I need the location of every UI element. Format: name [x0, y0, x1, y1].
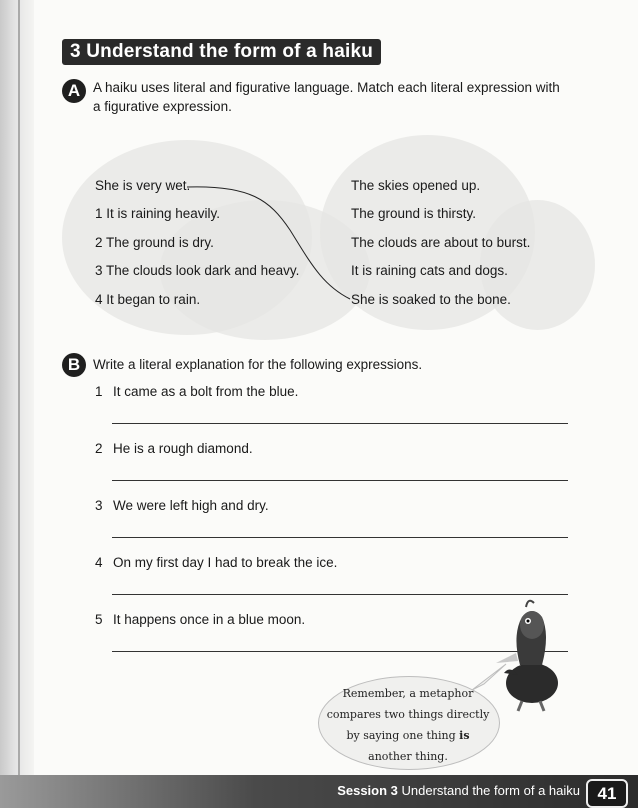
question-number: 2: [95, 441, 103, 456]
footer-session-label: Session 3: [337, 783, 398, 798]
section-b-badge: B: [62, 353, 86, 377]
tip-line-3: [318, 725, 498, 746]
page-footer: [0, 775, 638, 808]
question-text: We were left high and dry.: [113, 498, 269, 513]
question-text: He is a rough diamond.: [113, 441, 253, 456]
section-b-instruction: Write a literal explanation for the following expressions.: [93, 357, 423, 372]
tip-line-1: Remember, a metaphor: [342, 687, 474, 700]
literal-item-3: 3 The clouds look dark and heavy.: [95, 263, 300, 278]
question-4: [95, 555, 337, 570]
footer-session-title: Understand the form of a haiku: [397, 783, 580, 798]
tip-bold-word: is: [459, 729, 470, 742]
question-text: It happens once in a blue moon.: [113, 612, 306, 627]
question-1: [95, 384, 298, 399]
question-number: 3: [95, 498, 103, 513]
page-title: 3 Understand the form of a haiku: [62, 39, 381, 65]
question-2: [95, 441, 253, 456]
figurative-item-2: The ground is thirsty.: [351, 206, 477, 221]
answer-line-3[interactable]: [112, 537, 568, 538]
figurative-item-3: The clouds are about to burst.: [351, 235, 531, 250]
literal-example: She is very wet.: [95, 178, 191, 193]
question-number: 5: [95, 612, 103, 627]
question-5: [95, 612, 305, 627]
question-3: [95, 498, 269, 513]
question-text: It came as a bolt from the blue.: [113, 384, 299, 399]
tip-text: [318, 683, 498, 767]
tip-line-4: another thing.: [368, 750, 448, 763]
figurative-item-1: The skies opened up.: [351, 178, 481, 193]
figurative-item-4: It is raining cats and dogs.: [351, 263, 508, 278]
question-number: 4: [95, 555, 103, 570]
question-number: 1: [95, 384, 103, 399]
tip-line-3-text: by saying one thing: [346, 729, 460, 742]
literal-item-2: 2 The ground is dry.: [95, 235, 214, 250]
figurative-item-5: She is soaked to the bone.: [351, 292, 511, 307]
instruction-line-2: a figurative expression.: [93, 99, 232, 114]
answer-line-1[interactable]: [112, 423, 568, 424]
literal-item-1: 1 It is raining heavily.: [95, 206, 221, 221]
page-number: 41: [586, 779, 628, 808]
instruction-line-1: A haiku uses literal and figurative language. Match each literal expression with: [93, 80, 560, 95]
tip-line-2: compares two things directly: [326, 708, 490, 721]
footer-session: [337, 783, 580, 798]
answer-line-2[interactable]: [112, 480, 568, 481]
section-a-badge: A: [62, 79, 86, 103]
question-text: On my first day I had to break the ice.: [113, 555, 338, 570]
bird-mascot-icon: [490, 595, 575, 720]
literal-item-4: 4 It began to rain.: [95, 292, 201, 307]
